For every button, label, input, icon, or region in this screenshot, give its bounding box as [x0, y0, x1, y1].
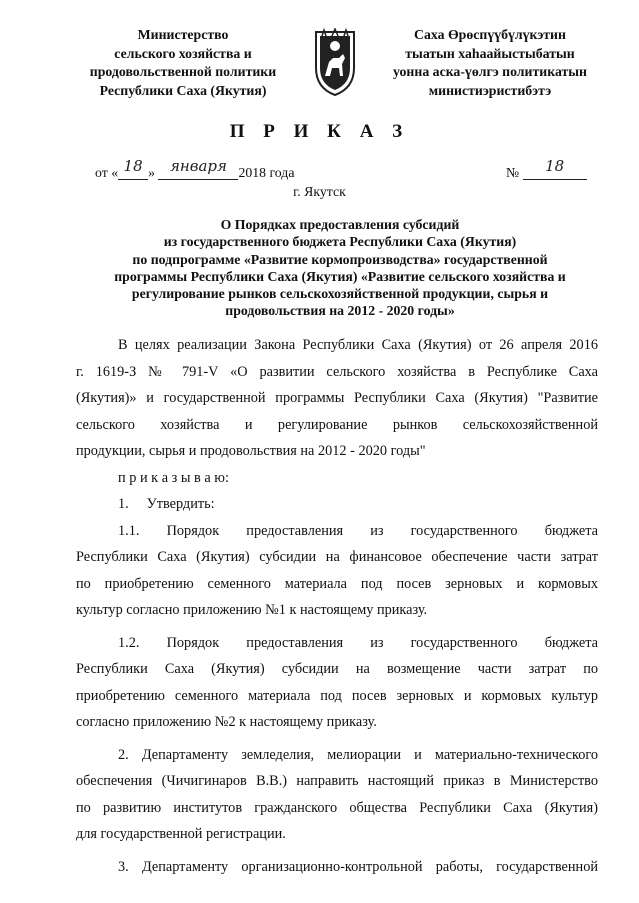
body-line: 3. Департаменту организационно-контрольной работы, государственной — [118, 858, 598, 875]
body-line: (Якутия)» и государственной программы Республики Саха (Якутия) "Развитие — [76, 390, 598, 406]
subject-line: О Порядках предоставления субсидий — [220, 217, 460, 232]
preamble — [76, 332, 598, 465]
ministry-line: министиэристибэтэ — [428, 82, 552, 98]
item-2 — [76, 742, 598, 848]
subject-line: продовольствия на 2012 - 2020 годы» — [225, 303, 455, 319]
body-line: 2. Департаменту земледелия, мелиорации и материально-технического — [118, 746, 598, 763]
subject-line: программы Республики Саха (Якутия) «Развитие сельского хозяйства и — [114, 268, 566, 284]
ministry-line: уонна аска-үөлгэ политикатын — [392, 64, 588, 79]
body-line: согласно приложению №2 к настоящему приказу. — [76, 714, 377, 730]
date-year: 2018 года — [238, 165, 295, 180]
body-line: 1.1. Порядок предоставления из государственного бюджета — [118, 522, 598, 539]
subject-line: регулирование рынков сельскохозяйственной продукции, сырья и — [131, 286, 549, 302]
body-line: В целях реализации Закона Республики Саха (Якутия) от 26 апреля 2016 — [118, 337, 598, 353]
body-line: по развитию институтов гражданского общества Республики Саха (Якутия) — [76, 799, 598, 816]
order-body — [76, 332, 598, 880]
ministry-line: продовольственной политики — [89, 64, 277, 79]
date-prefix: от « — [95, 165, 119, 180]
subject-line: из государственного бюджета Республики Саха (Якутия) — [163, 234, 517, 250]
order-subject — [60, 216, 620, 320]
body-line: г. 1619-З № 791-V «О развитии сельского хозяйства в Республике Саха — [76, 363, 598, 380]
order-date — [95, 157, 295, 181]
ministry-line: Министерство — [137, 27, 229, 42]
body-line: обеспечения (Чичигинаров В.В.) направить настоящий приказ в Министерство — [76, 773, 598, 789]
ministry-name-sakha — [376, 26, 604, 100]
subject-line: по подпрограмме «Развитие кормопроизводства» государственной — [132, 251, 548, 267]
ministry-line: Республики Саха (Якутия) — [99, 82, 267, 98]
body-line: Республики Саха (Якутия) субсидии на финансовое обеспечение части затрат — [76, 549, 598, 565]
item-1-2 — [76, 630, 598, 736]
body-line: Республики Саха (Якутия) субсидии на возмещение части затрат по — [76, 661, 598, 677]
body-line: сельского хозяйства и регулирование рынков сельскохозяйственной — [76, 416, 598, 433]
ministry-line: тыатын хаһаайыстыбатын — [405, 45, 575, 61]
number-field — [523, 157, 587, 180]
item-1-1 — [76, 518, 598, 624]
body-line: продукции, сырья и продовольствия на 2012 - 2020 годы" — [76, 443, 426, 459]
body-line: приобретению семенного материала под посев зерновых и кормовых культур — [76, 687, 598, 704]
body-line: 1.2. Порядок предоставления из государственного бюджета — [118, 634, 598, 651]
document-type-title: П Р И К А З — [229, 121, 410, 142]
number-prefix: № — [506, 165, 520, 180]
order-number — [506, 157, 587, 181]
city: г. Якутск — [293, 184, 346, 199]
ministry-line: сельского хозяйства и — [114, 45, 252, 61]
date-month: января — [169, 157, 227, 175]
ministry-line: Саха Өрөспүүбүлүкэтин — [414, 27, 566, 42]
date-day-field — [118, 157, 148, 180]
date-day: 18 — [123, 157, 143, 175]
prikazyvayu: п р и к а з ы в а ю: — [118, 469, 229, 486]
body-line: по приобретению семенного материала под посев зерновых и кормовых — [76, 575, 598, 592]
number-value: 18 — [545, 157, 565, 175]
ministry-name-russian — [74, 26, 292, 100]
item-3 — [76, 854, 598, 881]
date-month-field — [158, 157, 238, 180]
body-line: культур согласно приложению №1 к настоящему приказу. — [76, 602, 428, 618]
date-mid: » — [148, 165, 155, 180]
body-line: для государственной регистрации. — [76, 826, 286, 842]
coat-of-arms-emblem — [312, 28, 358, 98]
item-1: 1. Утвердить: — [118, 496, 215, 512]
